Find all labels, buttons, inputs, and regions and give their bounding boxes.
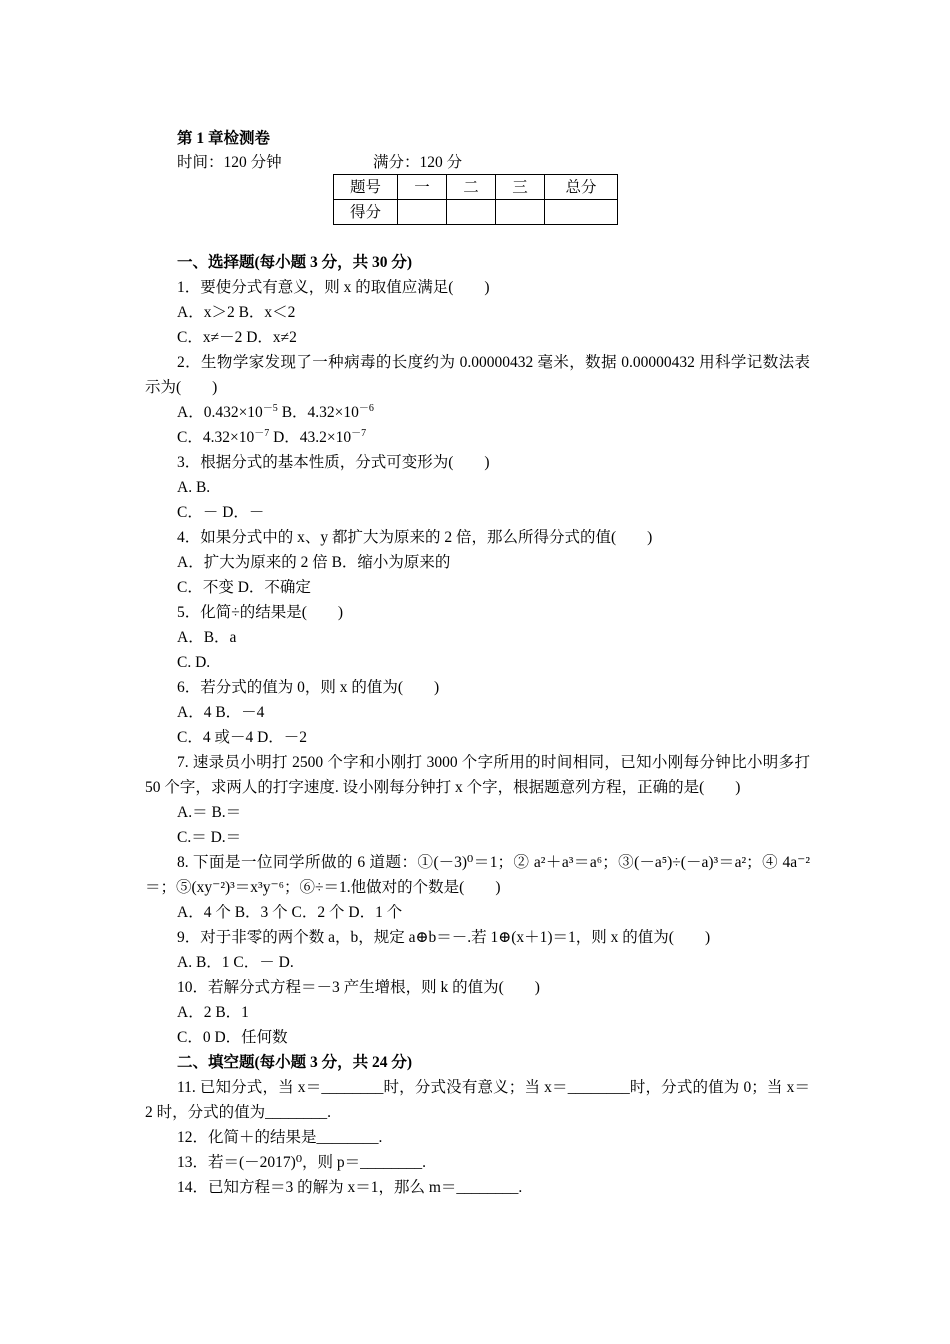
option-line: C.＝ D.＝	[177, 829, 242, 846]
option-text: A．0.432×10	[177, 404, 263, 421]
question-line: 8. 下面是一位同学所做的 6 道题：①(－3)⁰＝1；② a²＋a³＝a⁶；③(－a⁵)÷(－a)³＝a²；④ 4a⁻²＝；⑤(xy⁻²)³＝x³y⁻⁶；⑥÷＝1.他做对的个数是( )	[145, 854, 810, 896]
option-line: C．x≠－2 D．x≠2	[177, 329, 297, 346]
option-line: A. B．1 C．－ D.	[177, 954, 294, 971]
question-line: 14．已知方程＝3 的解为 x＝1，那么 m＝________.	[177, 1179, 523, 1196]
score-input-cell[interactable]	[398, 200, 447, 225]
option-line: C. D.	[177, 654, 211, 671]
question-line: 3．根据分式的基本性质，分式可变形为( )	[177, 454, 490, 471]
score-cell: 题号	[334, 175, 398, 200]
option-line: A．4 B．－4	[177, 704, 265, 721]
exponent: －7	[351, 428, 367, 439]
question-line: 11. 已知分式，当 x＝________时，分式没有意义；当 x＝________时，分式的值为 0；当 x＝2 时，分式的值为________.	[145, 1079, 810, 1121]
option-line: A．2 B．1	[177, 1004, 249, 1021]
option-line: A. B.	[177, 479, 211, 496]
time-limit: 时间：120 分钟	[177, 154, 282, 171]
score-table-header-row	[334, 175, 618, 200]
question-line: 13．若＝(－2017)⁰，则 p＝________.	[177, 1154, 427, 1171]
score-table-score-row	[334, 200, 618, 225]
full-score: 满分：120 分	[373, 154, 463, 171]
question-line: 10．若解分式方程＝－3 产生增根，则 k 的值为( )	[177, 979, 540, 996]
question-line: 9．对于非零的两个数 a，b，规定 a⊕b＝－.若 1⊕(x＋1)＝1，则 x 的值为( )	[177, 929, 711, 946]
score-cell: 一	[398, 175, 447, 200]
option-text: C．4.32×10	[177, 429, 255, 446]
option-line: C．4 或－4 D．－2	[177, 729, 308, 746]
option-line: A.＝ B.＝	[177, 804, 242, 821]
option-line	[145, 400, 810, 425]
option-text: B．4.32×10	[277, 404, 359, 421]
score-cell: 三	[496, 175, 545, 200]
score-cell: 总分	[545, 175, 618, 200]
question-line: 4．如果分式中的 x、y 都扩大为原来的 2 倍，那么所得分式的值( )	[177, 529, 653, 546]
section-heading: 二、填空题(每小题 3 分，共 24 分)	[177, 1054, 413, 1071]
question-line: 6．若分式的值为 0，则 x 的值为( )	[177, 679, 440, 696]
exponent: －6	[358, 403, 374, 414]
option-line: A．4 个 B．3 个 C．2 个 D．1 个	[177, 904, 403, 921]
question-body	[145, 250, 810, 1200]
score-cell: 得分	[334, 200, 398, 225]
option-line: A．x＞2 B．x＜2	[177, 304, 296, 321]
option-line	[145, 425, 810, 450]
option-line: C．－ D．－	[177, 504, 265, 521]
exponent: －7	[254, 428, 270, 439]
option-text: D．43.2×10	[269, 429, 352, 446]
option-line: C．0 D．任何数	[177, 1029, 288, 1046]
exponent: －5	[262, 403, 278, 414]
section-heading: 一、选择题(每小题 3 分，共 30 分)	[177, 254, 413, 271]
option-line: A．B．a	[177, 629, 237, 646]
score-cell: 二	[447, 175, 496, 200]
question-line: 5．化简÷的结果是( )	[177, 604, 344, 621]
question-line: 7. 速录员小明打 2500 个字和小刚打 3000 个字所用的时间相同，已知小刚每分钟比小明多打 50 个字，求两人的打字速度. 设小刚每分钟打 x 个字，根据题意列方程，正确的是( )	[145, 754, 810, 796]
option-line: C．不变 D．不确定	[177, 579, 311, 596]
question-line: 2．生物学家发现了一种病毒的长度约为 0.00000432 毫米，数据 0.00000432 用科学记数法表示为( )	[145, 354, 810, 396]
score-table	[333, 174, 618, 225]
option-line: A．扩大为原来的 2 倍 B．缩小为原来的	[177, 554, 451, 571]
question-line: 1．要使分式有意义，则 x 的取值应满足( )	[177, 279, 490, 296]
score-input-cell[interactable]	[545, 200, 618, 225]
page-title: 第 1 章检测卷	[177, 130, 271, 147]
score-input-cell[interactable]	[496, 200, 545, 225]
score-input-cell[interactable]	[447, 200, 496, 225]
question-line: 12．化简＋的结果是________.	[177, 1129, 383, 1146]
